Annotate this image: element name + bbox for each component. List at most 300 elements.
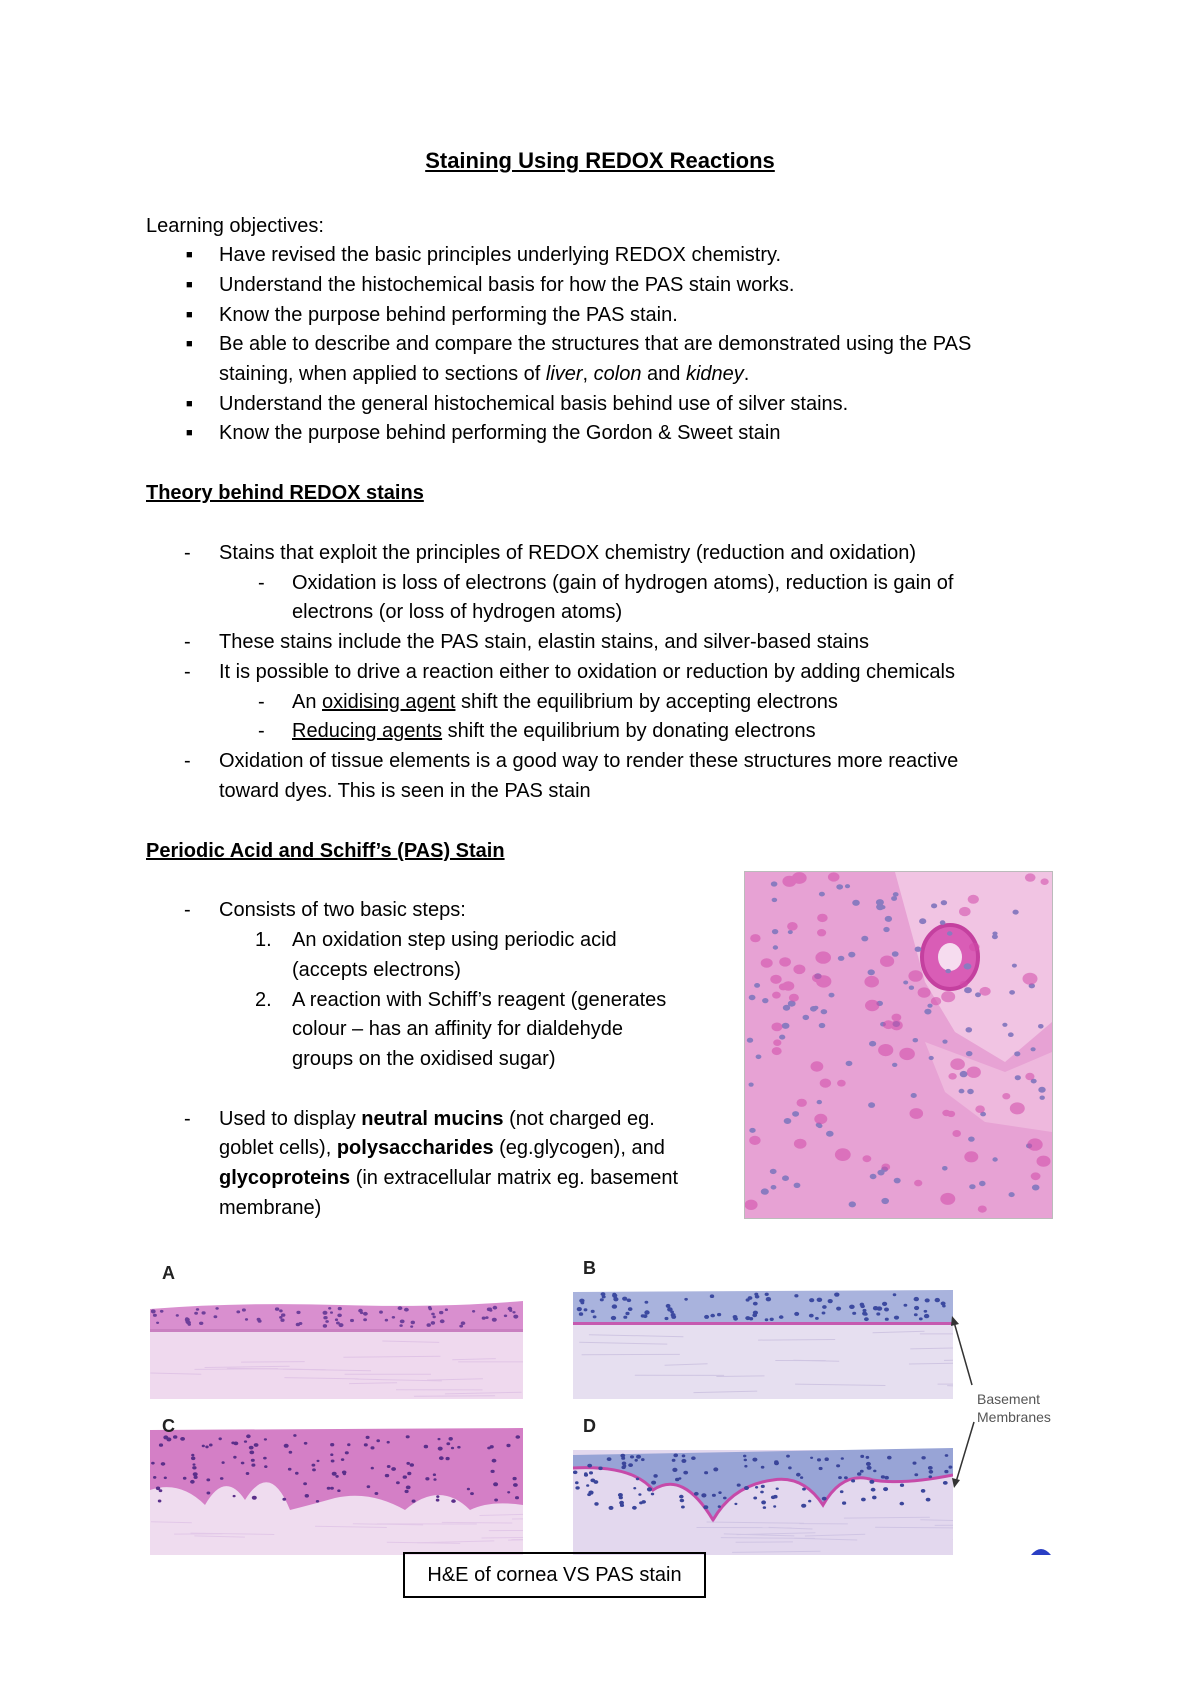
cell-nucleus <box>760 1491 764 1494</box>
cell-nucleus <box>366 1436 370 1439</box>
cell-nucleus <box>609 1506 614 1510</box>
cell-nucleus <box>193 1472 198 1476</box>
cell-nucleus <box>864 1317 869 1321</box>
cell-nucleus <box>252 1496 257 1500</box>
pas-step: A reaction with Schiff’s reagent (generates <box>292 989 667 1011</box>
cell-nucleus <box>1009 990 1015 995</box>
theory-line: It is possible to drive a reaction either to oxidation or reduction by adding chemicals <box>219 661 955 683</box>
cell-nucleus <box>330 1443 334 1446</box>
cell-nucleus <box>594 1502 598 1506</box>
cell-nucleus <box>214 1315 218 1318</box>
cell-nucleus <box>166 1437 171 1441</box>
cell-nucleus <box>635 1459 638 1462</box>
cell-nucleus <box>410 1463 414 1467</box>
cell-nucleus <box>801 1504 806 1508</box>
cell-nucleus <box>1010 1102 1025 1114</box>
cell-nucleus <box>207 1492 211 1495</box>
cell-nucleus <box>943 1481 948 1485</box>
cell-nucleus <box>392 1316 395 1319</box>
cell-nucleus <box>493 1306 498 1310</box>
cell-nucleus <box>992 1157 997 1161</box>
cell-nucleus <box>219 1437 222 1440</box>
cell-nucleus <box>376 1439 380 1442</box>
cell-nucleus <box>433 1473 436 1476</box>
cell-nucleus <box>838 956 845 961</box>
cell-nucleus <box>817 1100 822 1104</box>
cell-nucleus <box>864 976 879 988</box>
cell-nucleus <box>772 898 778 902</box>
cell-nucleus <box>935 1298 940 1302</box>
cell-nucleus <box>931 997 941 1005</box>
cell-nucleus <box>431 1321 435 1325</box>
cell-nucleus <box>776 1488 779 1490</box>
cell-nucleus <box>744 1486 749 1490</box>
cell-nucleus <box>180 1437 185 1441</box>
cell-nucleus <box>819 892 825 897</box>
cell-nucleus <box>870 1174 877 1179</box>
cell-nucleus <box>745 1200 758 1210</box>
cell-nucleus <box>734 1503 737 1505</box>
cell-nucleus <box>492 1459 497 1463</box>
cell-nucleus <box>190 1480 195 1484</box>
cell-nucleus <box>612 1304 617 1308</box>
cell-nucleus <box>589 1471 593 1474</box>
annotation-label: Membranes <box>977 1409 1051 1425</box>
cell-nucleus <box>808 1500 811 1503</box>
cell-nucleus <box>244 1440 247 1442</box>
cell-nucleus <box>404 1308 409 1312</box>
cell-nucleus <box>159 1489 163 1492</box>
cell-nucleus <box>325 1320 329 1323</box>
cell-nucleus <box>817 914 828 922</box>
cell-nucleus <box>763 1506 766 1509</box>
cell-nucleus <box>680 1499 685 1503</box>
cell-nucleus <box>628 1463 633 1467</box>
cell-nucleus <box>338 1307 342 1310</box>
cell-nucleus <box>794 1312 799 1316</box>
cell-nucleus <box>591 1310 595 1313</box>
cell-nucleus <box>1008 1032 1014 1037</box>
cell-nucleus <box>969 943 980 952</box>
cell-nucleus <box>924 1314 929 1318</box>
cell-nucleus <box>773 1039 781 1046</box>
cell-nucleus <box>753 1311 758 1315</box>
objective-item: Understand the general histochemical basis behind use of silver stains. <box>219 393 849 415</box>
cell-nucleus <box>876 899 884 905</box>
cell-nucleus <box>872 1496 877 1500</box>
cell-nucleus <box>754 983 760 988</box>
dash-icon: - <box>258 720 265 742</box>
cell-nucleus <box>331 1460 335 1463</box>
cell-nucleus <box>784 1118 792 1124</box>
cell-nucleus <box>577 1307 582 1311</box>
cell-nucleus <box>587 1464 592 1468</box>
cell-nucleus <box>1015 1075 1021 1080</box>
cell-nucleus <box>894 1316 899 1320</box>
cell-nucleus <box>815 951 831 963</box>
cell-nucleus <box>264 1465 267 1468</box>
cell-nucleus <box>188 1323 191 1326</box>
cell-nucleus <box>627 1299 632 1303</box>
cell-nucleus <box>446 1442 450 1445</box>
cell-nucleus <box>825 1457 829 1461</box>
cell-nucleus <box>966 1051 973 1056</box>
cell-nucleus <box>284 1444 289 1448</box>
cell-nucleus <box>803 1015 810 1020</box>
cell-nucleus <box>323 1324 327 1328</box>
cell-nucleus <box>835 1148 851 1161</box>
cell-nucleus <box>1025 873 1036 881</box>
cell-nucleus <box>482 1317 486 1320</box>
bullet-icon: ■ <box>186 249 193 261</box>
cell-nucleus <box>761 1466 765 1469</box>
cell-nucleus <box>233 1495 236 1497</box>
cell-nucleus <box>593 1315 597 1318</box>
cell-nucleus <box>584 1308 588 1311</box>
cell-nucleus <box>242 1308 246 1311</box>
cell-nucleus <box>470 1492 474 1495</box>
theory-line: Stains that exploit the principles of REDOX chemistry (reduction and oxidation) <box>219 542 917 564</box>
cell-nucleus <box>613 1297 618 1301</box>
cell-nucleus <box>264 1438 267 1440</box>
cornea-panel-d <box>573 1410 953 1555</box>
cell-nucleus <box>848 952 855 958</box>
cell-nucleus <box>234 1442 239 1446</box>
cell-nucleus <box>581 1301 585 1304</box>
cell-nucleus <box>826 1131 834 1137</box>
panel-label-a: A <box>162 1263 175 1283</box>
pas-step-continuation: colour – has an affinity for dialdehyde <box>292 1018 623 1040</box>
cell-nucleus <box>913 1462 917 1465</box>
cell-nucleus <box>1013 910 1019 915</box>
cell-nucleus <box>772 929 778 934</box>
cell-nucleus <box>797 1099 807 1107</box>
cell-nucleus <box>257 1318 261 1321</box>
theory-heading: Theory behind REDOX stains <box>146 482 424 504</box>
cell-nucleus <box>196 1308 199 1311</box>
cell-nucleus <box>942 1305 946 1308</box>
cell-nucleus <box>263 1457 267 1460</box>
cell-nucleus <box>295 1472 299 1475</box>
cell-nucleus <box>371 1467 374 1470</box>
cell-nucleus <box>924 1310 928 1313</box>
stroma-fiber <box>414 1396 495 1397</box>
cell-nucleus <box>1014 1051 1020 1056</box>
bullet-icon: ■ <box>186 398 193 410</box>
cell-nucleus <box>802 1488 806 1491</box>
pas-heading: Periodic Acid and Schiff’s (PAS) Stain <box>146 840 505 862</box>
cell-nucleus <box>737 1484 741 1487</box>
cell-nucleus <box>788 930 793 934</box>
cell-nucleus <box>942 1110 950 1116</box>
cell-nucleus <box>952 1130 961 1137</box>
objective-item: Understand the histochemical basis for how the PAS stain works. <box>219 274 795 296</box>
cell-nucleus <box>829 993 835 998</box>
cell-nucleus <box>718 1505 721 1508</box>
cell-nucleus <box>849 1305 855 1309</box>
cell-nucleus <box>1027 1138 1042 1150</box>
cell-nucleus <box>910 1108 924 1119</box>
cell-nucleus <box>251 1459 255 1462</box>
cell-nucleus <box>249 1446 254 1450</box>
cell-nucleus <box>433 1316 436 1319</box>
cell-nucleus <box>919 1317 923 1320</box>
cell-nucleus <box>861 1498 866 1502</box>
cell-nucleus <box>931 903 937 908</box>
cell-nucleus <box>215 1307 218 1310</box>
cell-nucleus <box>964 1151 978 1162</box>
cell-nucleus <box>794 1183 801 1188</box>
cell-nucleus <box>598 1467 602 1471</box>
cell-nucleus <box>842 1501 846 1504</box>
bullet-icon: ■ <box>186 309 193 321</box>
cell-nucleus <box>251 1464 255 1467</box>
cell-nucleus <box>788 1466 792 1469</box>
cell-nucleus <box>153 1476 156 1479</box>
cell-nucleus <box>209 1444 213 1447</box>
cell-nucleus <box>436 1495 439 1498</box>
cell-nucleus <box>1040 1096 1045 1100</box>
cell-nucleus <box>236 1310 240 1313</box>
cell-nucleus <box>1037 1156 1051 1167</box>
cell-nucleus <box>396 1481 400 1484</box>
cell-nucleus <box>869 1041 876 1047</box>
cell-nucleus <box>194 1312 198 1315</box>
cell-nucleus <box>966 1027 973 1032</box>
theory-subline-continuation: electrons (or loss of hydrogen atoms) <box>292 601 623 623</box>
cell-nucleus <box>893 892 899 897</box>
cell-nucleus <box>863 1155 872 1162</box>
cell-nucleus <box>513 1477 517 1480</box>
cell-nucleus <box>665 1317 669 1320</box>
cell-nucleus <box>980 987 991 996</box>
cell-nucleus <box>491 1470 495 1473</box>
cell-nucleus <box>504 1315 507 1318</box>
cell-nucleus <box>1023 973 1038 985</box>
stroma-fiber <box>241 1362 305 1363</box>
cell-nucleus <box>814 1114 827 1124</box>
cell-nucleus <box>412 1500 416 1503</box>
cell-nucleus <box>205 1446 208 1449</box>
cell-nucleus <box>678 1477 681 1479</box>
cell-nucleus <box>836 1307 841 1311</box>
cell-nucleus <box>1025 1073 1034 1080</box>
theory-subline: Reducing agents shift the equilibrium by donating electrons <box>292 720 816 742</box>
cell-nucleus <box>672 1459 676 1462</box>
step-number: 2. <box>255 989 272 1011</box>
cell-nucleus <box>303 1482 307 1485</box>
cell-nucleus <box>978 1206 987 1213</box>
cell-nucleus <box>1031 1172 1041 1180</box>
cell-nucleus <box>304 1442 308 1445</box>
cell-nucleus <box>405 1490 409 1493</box>
cell-nucleus <box>379 1311 383 1314</box>
cell-nucleus <box>1041 878 1049 885</box>
cell-nucleus <box>1012 964 1017 968</box>
cell-nucleus <box>513 1315 518 1319</box>
cell-nucleus <box>619 1496 623 1499</box>
cell-nucleus <box>513 1483 518 1487</box>
cell-nucleus <box>929 1056 934 1060</box>
cell-nucleus <box>782 876 796 887</box>
cell-nucleus <box>682 1454 686 1457</box>
cell-nucleus <box>761 1500 766 1504</box>
cell-nucleus <box>815 1317 819 1320</box>
cell-nucleus <box>621 1457 625 1460</box>
pas-step-continuation: groups on the oxidised sugar) <box>292 1048 556 1070</box>
cell-nucleus <box>883 1487 888 1491</box>
cell-nucleus <box>645 1301 649 1304</box>
cell-nucleus <box>385 1319 388 1322</box>
cell-nucleus <box>607 1457 612 1461</box>
cell-nucleus <box>940 920 946 925</box>
cell-nucleus <box>289 1451 293 1454</box>
cell-nucleus <box>679 1495 684 1499</box>
cell-nucleus <box>841 1457 844 1460</box>
cell-nucleus <box>296 1311 300 1314</box>
cell-nucleus <box>928 1466 933 1470</box>
cell-nucleus <box>159 1443 163 1446</box>
cell-nucleus <box>865 1000 879 1011</box>
cell-nucleus <box>914 1297 919 1301</box>
bullet-icon: ■ <box>186 338 193 350</box>
cell-nucleus <box>600 1298 604 1301</box>
cell-nucleus <box>885 1318 889 1321</box>
cell-nucleus <box>350 1319 354 1322</box>
cell-nucleus <box>752 1458 757 1462</box>
cell-nucleus <box>323 1311 328 1315</box>
cell-nucleus <box>485 1316 488 1319</box>
cell-nucleus <box>921 1456 925 1459</box>
cell-nucleus <box>771 1185 777 1190</box>
panel-label-d: D <box>583 1416 596 1436</box>
cell-nucleus <box>942 1166 948 1171</box>
cell-nucleus <box>328 1307 331 1310</box>
cell-nucleus <box>623 1316 627 1319</box>
cell-nucleus <box>371 1446 375 1449</box>
cell-nucleus <box>914 1473 918 1476</box>
cell-nucleus <box>151 1310 156 1314</box>
cell-nucleus <box>461 1321 466 1325</box>
cell-nucleus <box>840 1490 844 1493</box>
cell-nucleus <box>515 1496 519 1499</box>
cell-nucleus <box>782 981 794 991</box>
cell-nucleus <box>822 1312 826 1315</box>
cell-nucleus <box>587 1493 591 1496</box>
cell-nucleus <box>305 1494 309 1498</box>
cell-nucleus <box>387 1465 391 1468</box>
cell-nucleus <box>881 1475 885 1478</box>
cell-nucleus <box>713 1467 718 1471</box>
cell-nucleus <box>516 1435 521 1439</box>
cell-nucleus <box>1032 1185 1040 1191</box>
cell-nucleus <box>400 1320 405 1324</box>
cell-nucleus <box>717 1313 721 1316</box>
cell-nucleus <box>884 1308 889 1312</box>
cell-nucleus <box>817 1458 821 1461</box>
cell-nucleus <box>192 1466 196 1469</box>
cell-nucleus <box>457 1446 460 1449</box>
cell-nucleus <box>852 900 860 906</box>
cell-nucleus <box>299 1322 303 1325</box>
objective-item-continuation: staining, when applied to sections of liver, colon and kidney. <box>219 363 750 385</box>
cell-nucleus <box>364 1443 368 1446</box>
cell-nucleus <box>852 1312 856 1315</box>
cell-nucleus <box>899 1048 915 1060</box>
cell-nucleus <box>845 884 850 888</box>
theory-subline: An oxidising agent shift the equilibrium by accepting electrons <box>292 691 838 713</box>
pas-line-continuation: membrane) <box>219 1197 322 1219</box>
cell-nucleus <box>772 1023 783 1032</box>
cell-nucleus <box>813 1006 818 1010</box>
cell-nucleus <box>866 1456 870 1459</box>
cell-nucleus <box>761 1485 765 1488</box>
cell-nucleus <box>913 1038 919 1042</box>
cell-nucleus <box>625 1312 629 1315</box>
cell-nucleus <box>723 1497 727 1500</box>
cell-nucleus <box>770 975 781 984</box>
cell-nucleus <box>861 936 868 942</box>
cell-nucleus <box>330 1311 333 1313</box>
cell-nucleus <box>755 1486 758 1489</box>
cell-nucleus <box>151 1462 155 1465</box>
dash-icon: - <box>184 542 191 564</box>
cornea-panel-b <box>573 1252 953 1399</box>
cell-nucleus <box>967 1067 981 1078</box>
cell-nucleus <box>964 987 972 993</box>
cell-nucleus <box>288 1468 292 1471</box>
cell-nucleus <box>341 1458 344 1461</box>
cell-nucleus <box>860 1455 864 1458</box>
cell-nucleus <box>942 1040 947 1044</box>
cell-nucleus <box>312 1464 316 1467</box>
cell-nucleus <box>880 956 894 967</box>
theory-line-continuation: toward dyes. This is seen in the PAS stain <box>219 780 591 802</box>
cell-nucleus <box>836 1464 840 1467</box>
cell-nucleus <box>327 1487 331 1490</box>
cell-nucleus <box>410 1325 413 1327</box>
pas-step-continuation: (accepts electrons) <box>292 959 461 981</box>
cell-nucleus <box>772 1047 782 1055</box>
cell-nucleus <box>312 1468 316 1471</box>
cell-nucleus <box>817 929 826 936</box>
cell-nucleus <box>749 1317 753 1320</box>
stroma-fiber <box>716 1376 764 1377</box>
cell-nucleus <box>940 1193 955 1205</box>
cell-nucleus <box>766 1297 771 1301</box>
objectives-heading: Learning objectives: <box>146 215 324 237</box>
cell-nucleus <box>628 1307 633 1311</box>
cell-nucleus <box>877 1170 884 1176</box>
cell-nucleus <box>809 1314 814 1318</box>
cell-nucleus <box>710 1314 715 1318</box>
cell-nucleus <box>819 1023 826 1028</box>
cell-nucleus <box>330 1453 333 1456</box>
cell-nucleus <box>644 1310 649 1314</box>
cell-nucleus <box>651 1481 656 1485</box>
cell-nucleus <box>575 1481 579 1484</box>
cell-nucleus <box>391 1467 396 1471</box>
cell-nucleus <box>753 1302 758 1306</box>
cell-nucleus <box>1002 1093 1010 1099</box>
cell-nucleus <box>909 986 914 990</box>
cell-nucleus <box>406 1486 411 1490</box>
dash-icon: - <box>184 631 191 653</box>
objective-item: Know the purpose behind performing the Gordon & Sweet stain <box>219 422 781 444</box>
cell-nucleus <box>275 1307 279 1310</box>
cell-nucleus <box>792 1111 799 1117</box>
cell-nucleus <box>710 1294 714 1298</box>
